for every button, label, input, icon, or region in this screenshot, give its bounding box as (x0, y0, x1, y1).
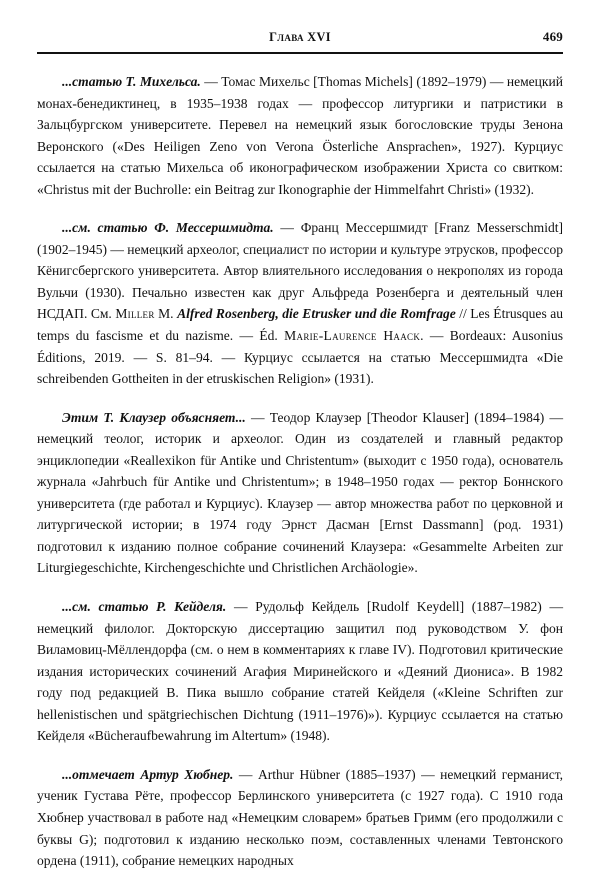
entry-dash: — (226, 599, 256, 615)
running-head (37, 28, 563, 52)
entry-lemma: ...отмечает Артур Хюбнер. (62, 766, 234, 782)
entry-text-segment: Marie-Laurence Haack (284, 328, 421, 344)
entry-text-segment: M. (154, 306, 178, 322)
entry-dash: — (233, 766, 258, 782)
entry-text-segment: . — Bordeaux: Ausonius Éditions, 2019. — S. 81–94. — Курциус ссылается на статью Мессершмидта «Die schreibenden Gottheiten in der etruskischen Religion» (1931). (37, 328, 563, 387)
entry-dash: — (245, 409, 270, 425)
entry-text-segment: Alfred Rosenberg, die Etrusker und die Romfrage (177, 306, 456, 322)
entry-lemma: Этим Т. Клаузер объясняет... (62, 409, 246, 425)
commentary-entry (37, 764, 563, 872)
page-number: 469 (542, 29, 563, 44)
entry-text-segment: Франц Мессершмидт [Franz Messerschmidt] (1902–1945) — немецкий археолог, специалист по истории и культуре этрусков, профессор Кёнигсбергского университета. Автор влиятельного исследования о некрополях из города Вульчи (1930). Печально известен как друг Альфреда Розенберга и деятельный член НСДАП. См. (37, 220, 564, 322)
commentary-entry (37, 217, 563, 389)
commentary-entry (37, 407, 563, 579)
entry-lemma: ...см. статью Ф. Мессершмидта. (62, 220, 274, 236)
running-head-inner (37, 28, 563, 48)
entry-dash: — (200, 74, 222, 89)
chapter-title: Глава XVI (269, 30, 331, 44)
entry-lemma: ...см. статью Р. Кейделя. (62, 599, 227, 615)
entry-text-segment: Томас Михельс [Thomas Michels] (1892–1979) — немецкий монах-бенедиктинец, в 1935–1938 годах — профессор литургики и патристики в Зальцбургском университете. Перевел на немецкий язык богословские труды Зенона Веронского («Des Heiligen Zeno von Verona Österliche Ansprachen», 1927). Курциус ссылается на статью Михельса об иконографическом изображении Христа со свитком: «Christus mit der Buchrolle: ein Beitrag zur Ikonographie der Himmelfahrt Christi» (1932). (37, 74, 563, 197)
header-rule (37, 52, 563, 54)
entry-text-segment: Miller (115, 306, 155, 322)
entry-text-segment: // Les Étrusques au temps du fascisme et du nazisme. — Éd. (37, 306, 563, 344)
entry-text-segment: Рудольф Кейдель [Rudolf Keydell] (1887–1982) — немецкий филолог. Докторскую диссертацию защитил под руководством У. фон Виламовиц-Мёллендорфа (см. о нем в комментариях к главе IV). Подготовил критические издания исторических сочинений Агафия Миринейского и «Деяний Диониса». В 1982 году под редакцией В. Пика вышло собрание статей Кейделя («Kleine Schriften zur hellenistischen und spätgriechischen Dichtung (1911–1976)»). Курциус ссылается на статью Кейделя «Bücheraufbewahrung im Altertum» (1948). (37, 599, 563, 744)
entry-dash: — (273, 220, 301, 236)
commentary-entry (37, 71, 563, 200)
entry-lemma: ...статью Т. Михельса. (62, 74, 201, 89)
commentary-entry (37, 596, 563, 747)
body-text-column (37, 71, 563, 872)
entry-text-segment: Теодор Клаузер [Theodor Klauser] (1894–1984) — немецкий теолог, историк и археолог. Один из создателей и главный редактор энциклопедии «Reallexikon für Antike und Christentum» (выходит с 1950 года), основатель журнала «Jahrbuch für Antike und Christentum»; в 1948–1950 годах — ректор Боннского университета (где работал и Курциус). Клаузер — автор множества работ по церковной и литургической истории; в 1974 году Эрнст Дасман [Ernst Dassmann] (род. 1931) подготовил к изданию полное собрание сочинений Клаузера: «Gesammelte Arbeiten zur Liturgiegeschichte, Kirchengeschichte und Christlichen Archäologie». (37, 409, 564, 576)
entry-text-segment: Arthur Hübner (1885–1937) — немецкий германист, ученик Густава Рёте, профессор Берлинского университета (с 1927 года). С 1910 года Хюбнер участвовал в работе над «Немецким словарем» братьев Гримм (его продолжили с буквы G); подготовил к изданию несколько поэм, составленных членами Тевтонского ордена (1911), собрание немецких народных (37, 766, 564, 869)
